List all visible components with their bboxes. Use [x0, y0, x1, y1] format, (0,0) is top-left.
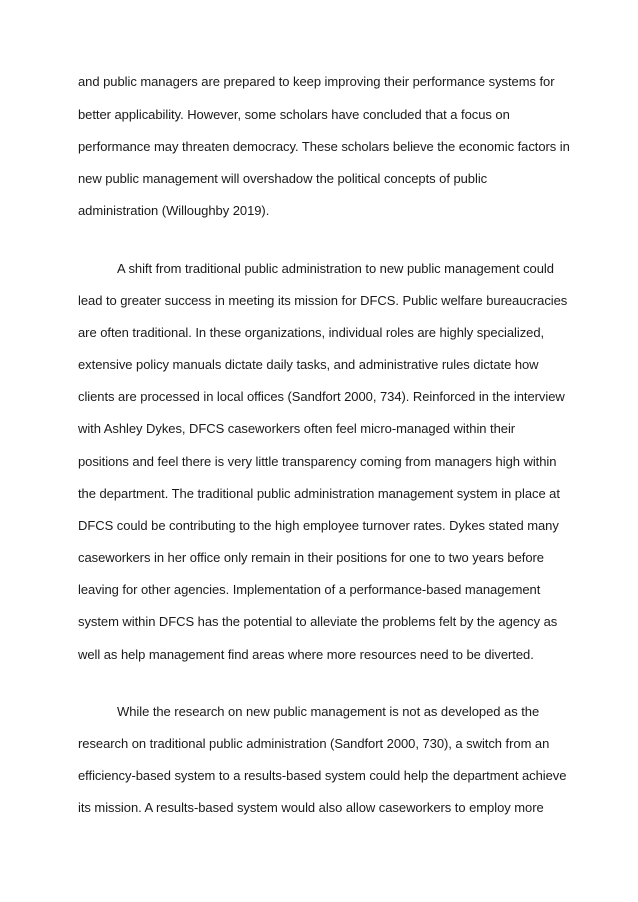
paragraph-3-line-3: efficiency-based system to a results-based system could help the department achieve	[78, 768, 567, 783]
paragraph-2-line-6: with Ashley Dykes, DFCS caseworkers often feel micro-managed within their	[78, 421, 516, 436]
paragraph-2-line-7: positions and feel there is very little transparency coming from managers high within	[78, 454, 557, 469]
paragraph-1-line-1: and public managers are prepared to keep improving their performance systems for	[78, 74, 555, 89]
paragraph-2-line-11: leaving for other agencies. Implementation of a performance-based management	[78, 582, 541, 597]
paragraph-1-line-4: new public management will overshadow the political concepts of public	[78, 171, 488, 186]
paragraph-2-line-1: A shift from traditional public administration to new public management could	[117, 261, 554, 276]
paragraph-3-line-4: its mission. A results-based system would also allow caseworkers to employ more	[78, 800, 544, 815]
paragraph-1-line-2: better applicability. However, some scholars have concluded that a focus on	[78, 107, 510, 122]
paragraph-2-line-5: clients are processed in local offices (Sandfort 2000, 734). Reinforced in the interview	[78, 389, 565, 404]
paragraph-2-line-12: system within DFCS has the potential to alleviate the problems felt by the agency as	[78, 614, 558, 629]
paragraph-2-line-2: lead to greater success in meeting its mission for DFCS. Public welfare bureaucracies	[78, 293, 568, 308]
paragraph-2-line-8: the department. The traditional public administration management system in place at	[78, 486, 560, 501]
paragraph-1-line-3: performance may threaten democracy. These scholars believe the economic factors in	[78, 139, 570, 154]
paragraph-1-line-5: administration (Willoughby 2019).	[78, 203, 270, 218]
paragraph-3-line-2: research on traditional public administration (Sandfort 2000, 730), a switch from an	[78, 736, 550, 751]
paragraph-2-line-9: DFCS could be contributing to the high employee turnover rates. Dykes stated many	[78, 518, 559, 533]
paragraph-2-line-4: extensive policy manuals dictate daily tasks, and administrative rules dictate how	[78, 357, 539, 372]
paragraph-2-line-3: are often traditional. In these organizations, individual roles are highly specialized,	[78, 325, 545, 340]
paragraph-2-line-10: caseworkers in her office only remain in their positions for one to two years before	[78, 550, 544, 565]
paragraph-2-line-13: well as help management find areas where more resources need to be diverted.	[78, 647, 534, 662]
paragraph-3-line-1: While the research on new public management is not as developed as the	[117, 704, 540, 719]
